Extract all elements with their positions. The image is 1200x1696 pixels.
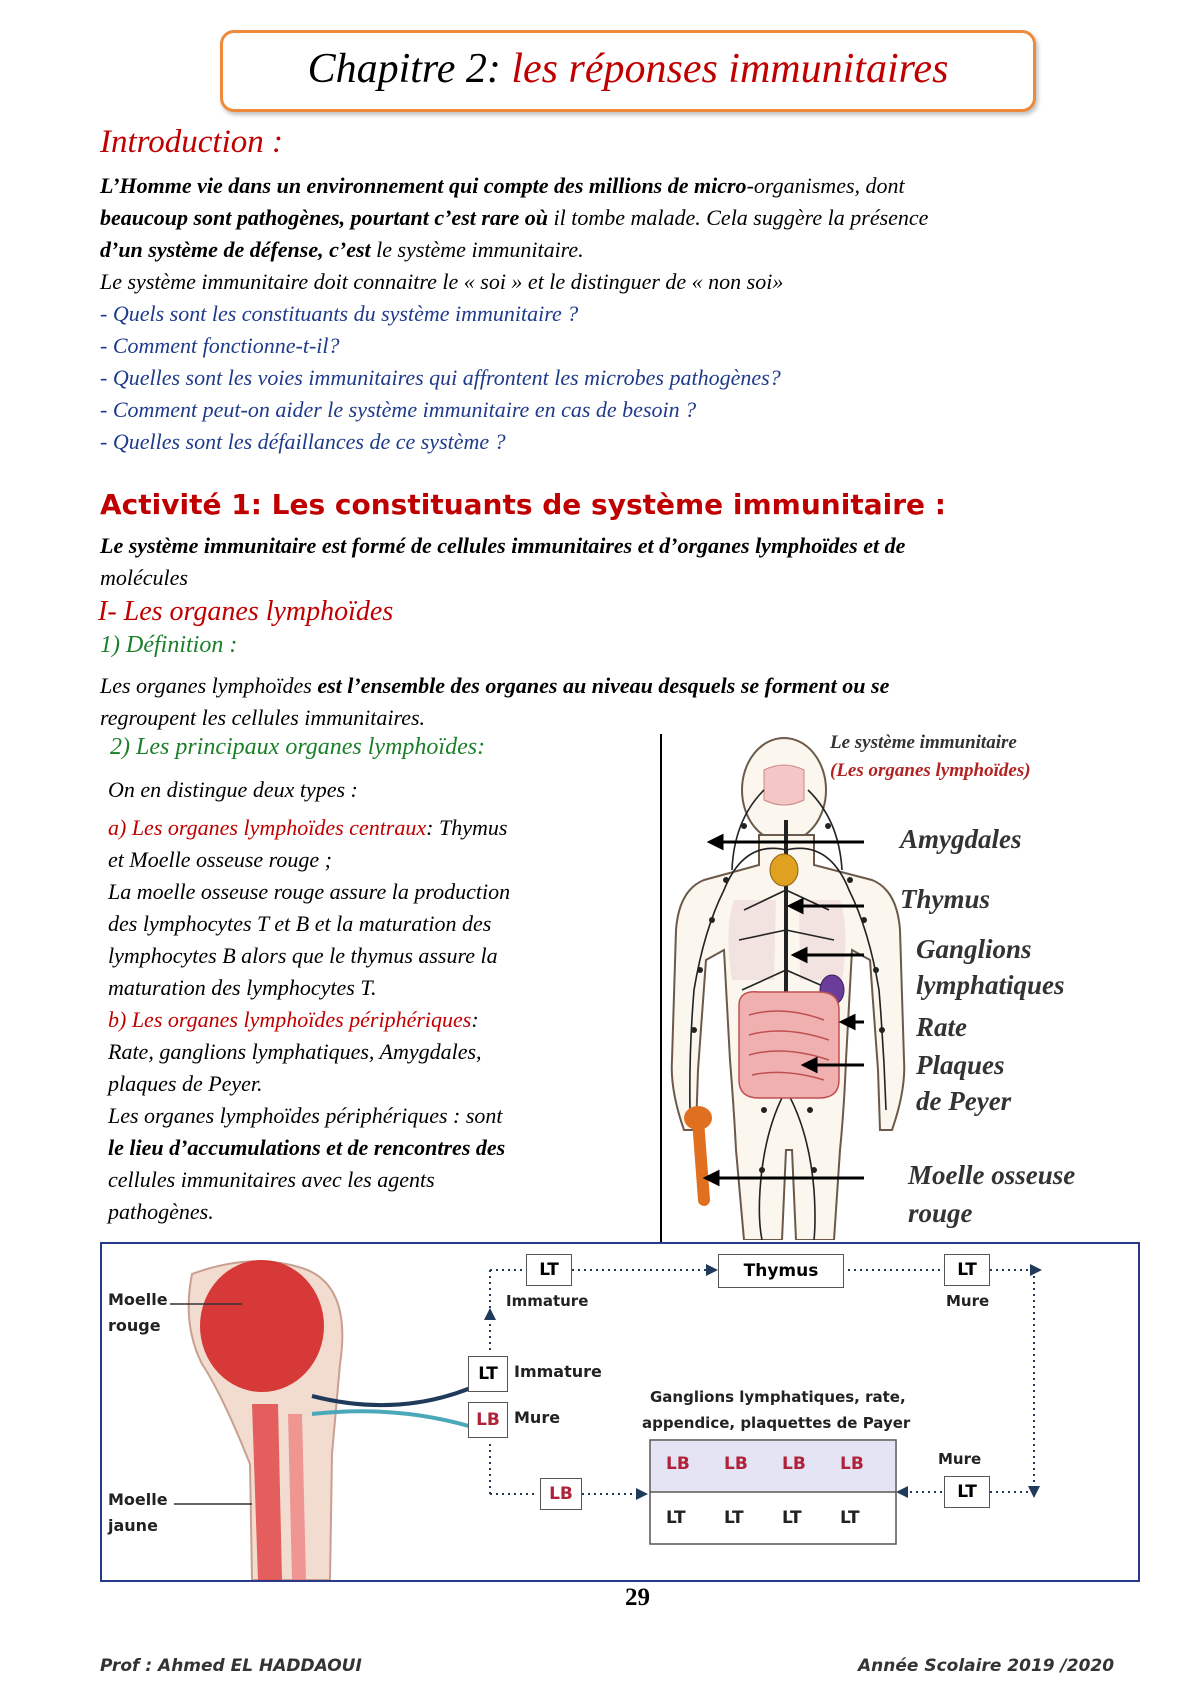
thymus-cell: Thymus: [718, 1254, 844, 1288]
column-line: des lymphocytes T et B et la maturation des: [108, 911, 492, 936]
peripheral-organs-line: [108, 1004, 479, 1036]
label-moelle-osseuse: Moelle osseuse: [908, 1160, 1076, 1190]
mure-label-right: Mure: [938, 1450, 982, 1468]
intro-line-3-bold: d’un système de défense, c’est: [100, 237, 371, 262]
definition-heading: 1) Définition :: [100, 632, 238, 658]
central-organs-label: a) Les organes lymphoïdes centraux: [108, 815, 427, 840]
intro-line-4: Le système immunitaire doit connaitre le « soi » et le distinguer de « non soi»: [100, 269, 784, 294]
column-line: lymphocytes B alors que le thymus assure la: [108, 943, 498, 968]
column-line: maturation des lymphocytes T.: [108, 975, 377, 1000]
intro-line-3: [100, 234, 584, 266]
moelle-rouge-label-2: rouge: [108, 1316, 161, 1335]
peripheral-caption-1: Ganglions lymphatiques, rate,: [650, 1388, 906, 1406]
intestines: [739, 992, 839, 1098]
lymphocyte-maturation-figure: [100, 1242, 1140, 1582]
definition-text: est l’ensemble des organes au niveau desquels se forment ou se: [317, 673, 890, 698]
lb-cell-organ: LB: [782, 1454, 806, 1474]
intro-line-1-bold: L’Homme vie dans un environnement qui compte des millions de micro: [100, 173, 747, 198]
right-lung: [799, 900, 846, 980]
principal-organs-heading: 2) Les principaux organes lymphoïdes:: [110, 734, 486, 760]
chapter-title-box: [220, 30, 1036, 112]
label-lymphatiques: lymphatiques: [916, 970, 1065, 1000]
lt-cell-immature-top: LT: [526, 1254, 572, 1286]
intro-line-1-rest: -organismes, dont: [746, 173, 905, 198]
column-divider: [660, 734, 662, 1242]
page-number: 29: [625, 1584, 650, 1611]
footer-school-year: Année Scolaire 2019 /2020: [858, 1656, 1115, 1676]
intro-question: - Quelles sont les défaillances de ce système ?: [100, 429, 506, 454]
mure-label-bone: Mure: [514, 1408, 561, 1427]
definition-term: Les organes lymphoïdes: [100, 673, 318, 698]
central-organs-rest: : Thymus: [426, 815, 508, 840]
chapter-prefix: Chapitre 2:: [307, 46, 512, 92]
activity-line-2: molécules: [100, 565, 188, 590]
moelle-jaune-label-1: Moelle: [108, 1490, 168, 1509]
intro-line-2: [100, 202, 928, 234]
column-line: Rate, ganglions lymphatiques, Amygdales,: [108, 1039, 482, 1064]
lt-cell-mature-top: LT: [944, 1254, 990, 1286]
column-line: cellules immunitaires avec les agents: [108, 1167, 435, 1192]
left-lung: [728, 900, 776, 980]
intro-question: - Quelles sont les voies immunitaires qui affrontent les microbes pathogènes?: [100, 365, 781, 390]
lb-cell-bone: LB: [468, 1402, 508, 1438]
label-thymus: Thymus: [900, 884, 991, 914]
central-organs-line: [108, 812, 507, 844]
intro-question: - Comment peut-on aider le système immunitaire en cas de besoin ?: [100, 397, 697, 422]
moelle-rouge-label-1: Moelle: [108, 1290, 168, 1309]
lb-cell-organ: LB: [724, 1454, 748, 1474]
chapter-title: [223, 45, 1033, 93]
lb-cell-organ: LB: [666, 1454, 690, 1474]
label-de-peyer: de Peyer: [916, 1086, 1012, 1116]
activity-heading: Activité 1: Les constituants de système immunitaire :: [100, 488, 946, 521]
lt-cell-organ: LT: [666, 1508, 686, 1528]
intro-line-3-rest: le système immunitaire.: [370, 237, 584, 262]
lt-cell-organ: LT: [724, 1508, 744, 1528]
mure-label-top: Mure: [946, 1292, 990, 1310]
column-line-bold: le lieu d’accumulations et de rencontres des: [108, 1135, 506, 1160]
label-amygdales: Amygdales: [900, 824, 1022, 854]
column-line: Les organes lymphoïdes périphériques : sont: [108, 1103, 503, 1128]
intro-line-2-rest: il tombe malade. Cela suggère la présence: [548, 205, 929, 230]
chapter-subject: les réponses immunitaires: [511, 46, 949, 92]
definition-line-2: regroupent les cellules immunitaires.: [100, 705, 426, 730]
types-intro: On en distingue deux types :: [108, 777, 358, 802]
lb-cell-organ: LB: [840, 1454, 864, 1474]
lt-cell-organ: LT: [782, 1508, 802, 1528]
throat-shape: [764, 765, 804, 805]
organs-heading: I- Les organes lymphoïdes: [98, 596, 394, 627]
moelle-jaune-label-2: jaune: [108, 1516, 158, 1535]
label-plaques: Plaques: [916, 1050, 1005, 1080]
thymus-organ: [770, 854, 798, 886]
activity-line-1: Le système immunitaire est formé de cellules immunitaires et d’organes lymphoïdes et de: [100, 533, 906, 558]
bone-section: [189, 1260, 343, 1580]
column-line: plaques de Peyer.: [108, 1071, 263, 1096]
lt-cell-bone: LT: [468, 1356, 508, 1392]
column-line: pathogènes.: [108, 1199, 214, 1224]
lt-cell-organ: LT: [840, 1508, 860, 1528]
column-line: et Moelle osseuse rouge ;: [108, 847, 333, 872]
label-rate: Rate: [916, 1012, 967, 1042]
lt-cell-mature-right: LT: [944, 1476, 990, 1508]
label-ganglions: Ganglions: [916, 934, 1032, 964]
definition-line-1: [100, 670, 889, 702]
label-rouge: rouge: [908, 1198, 973, 1228]
peripheral-organs-rest: :: [471, 1007, 479, 1032]
peripheral-caption-2: appendice, plaquettes de Payer: [642, 1414, 911, 1432]
intro-question: - Comment fonctionne-t-il?: [100, 333, 340, 358]
intro-heading: Introduction :: [100, 124, 283, 160]
intro-question: - Quels sont les constituants du système immunitaire ?: [100, 301, 579, 326]
footer-author: Prof : Ahmed EL HADDAOUI: [100, 1656, 362, 1676]
column-line: La moelle osseuse rouge assure la production: [108, 879, 511, 904]
peripheral-organs-label: b) Les organes lymphoïdes périphériques: [108, 1007, 472, 1032]
immature-label-top: Immature: [506, 1292, 589, 1310]
intro-line-1: [100, 170, 905, 202]
intro-line-2-bold: beaucoup sont pathogènes, pourtant c’est rare où: [100, 205, 548, 230]
arrow-to-lb: [312, 1411, 482, 1430]
figure-subtitle: (Les organes lymphoïdes): [830, 760, 1031, 781]
figure-title: Le système immunitaire: [830, 732, 1017, 753]
immature-label-bone: Immature: [514, 1362, 602, 1381]
femur-bone: [684, 1106, 712, 1200]
lb-cell-mature-bottom: LB: [540, 1478, 582, 1510]
